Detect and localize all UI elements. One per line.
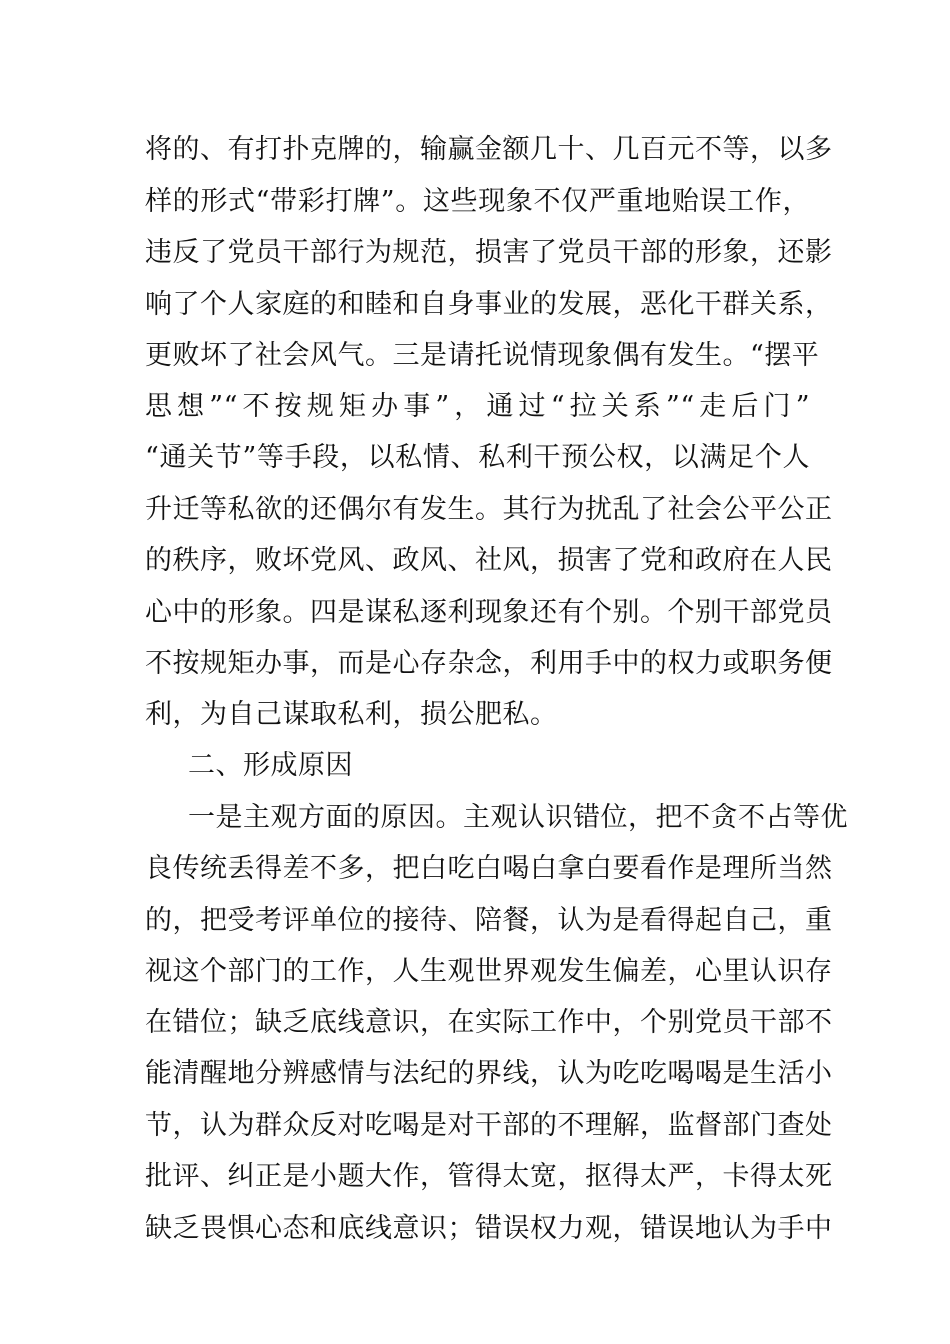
paragraph-line: 的秩序，败坏党风、政风、社风，损害了党和政府在人民 <box>145 545 833 576</box>
paragraph-line: 不按规矩办事，而是心存杂念，利用手中的权力或职务便 <box>145 648 833 679</box>
paragraph-line: 更败坏了社会风气。三是请托说情现象偶有发生。“摆平 <box>145 340 820 371</box>
paragraph-line: 将的、有打扑克牌的，输赢金额几十、几百元不等，以多 <box>145 134 833 165</box>
paragraph-line: 良传统丢得差不多，把白吃白喝白拿白要看作是理所当然 <box>145 853 833 884</box>
paragraph-line: 批评、纠正是小题大作，管得太宽，抠得太严，卡得太死 <box>145 1161 833 1192</box>
paragraph-line: 节，认为群众反对吃喝是对干部的不理解，监督部门查处 <box>145 1110 833 1141</box>
paragraph-line: 一是主观方面的原因。主观认识错位，把不贪不占等优 <box>188 802 848 833</box>
paragraph-line: 样的形式“带彩打牌”。这些现象不仅严重地贻误工作， <box>145 186 810 217</box>
paragraph-line: “通关节”等手段，以私情、私利干预公权，以满足个人 <box>145 442 810 473</box>
paragraph-line: 视这个部门的工作，人生观世界观发生偏差，心里认识存 <box>145 956 833 987</box>
paragraph-line: 思想”“不按规矩办事”，通过“拉关系”“走后门” <box>145 391 810 422</box>
paragraph-line: 响了个人家庭的和睦和自身事业的发展，恶化干群关系， <box>145 289 833 320</box>
paragraph-line: 心中的形象。四是谋私逐利现象还有个别。个别干部党员 <box>145 597 833 628</box>
paragraph-line: 的，把受考评单位的接待、陪餐，认为是看得起自己，重 <box>145 905 833 936</box>
paragraph-line: 缺乏畏惧心态和底线意识；错误权力观，错误地认为手中 <box>145 1213 833 1244</box>
section-heading: 二、形成原因 <box>188 750 353 781</box>
paragraph-line: 在错位；缺乏底线意识，在实际工作中，个别党员干部不 <box>145 1007 833 1038</box>
paragraph-line: 利，为自己谋取私利，损公肥私。 <box>145 699 558 730</box>
paragraph-line: 违反了党员干部行为规范，损害了党员干部的形象，还影 <box>145 237 833 268</box>
paragraph-line: 升迁等私欲的还偶尔有发生。其行为扰乱了社会公平公正 <box>145 494 833 525</box>
paragraph-line: 能清醒地分辨感情与法纪的界线，认为吃吃喝喝是生活小 <box>145 1058 833 1089</box>
